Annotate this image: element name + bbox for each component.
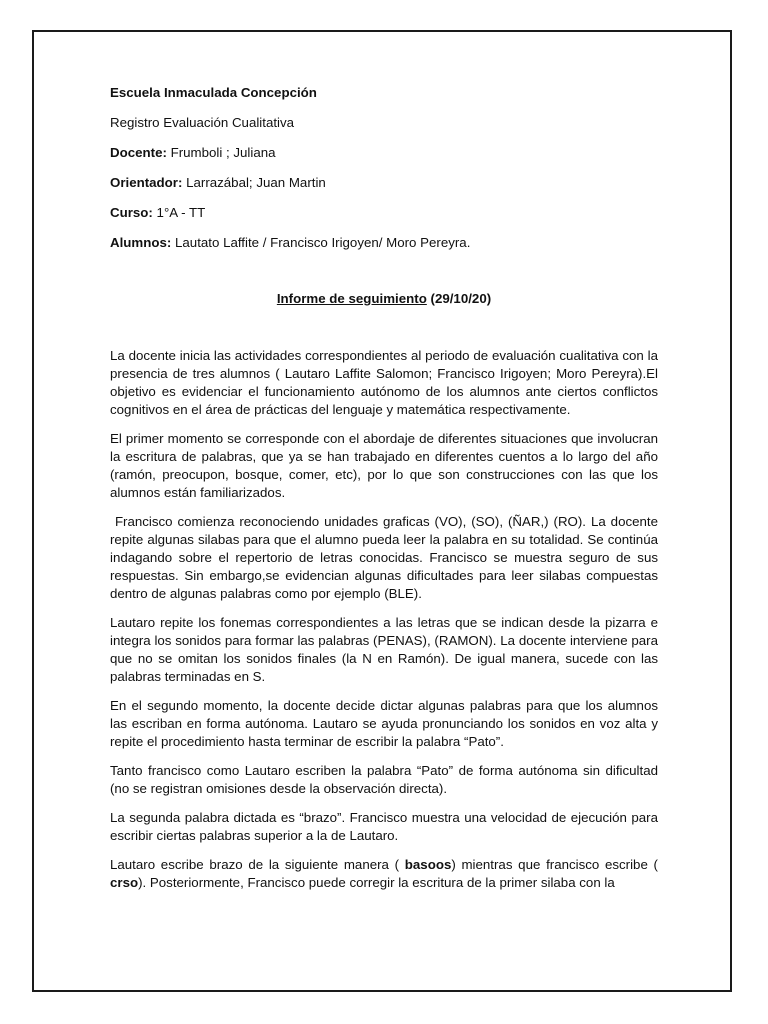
paragraph-8-part-1: Lautaro escribe brazo de la siguiente manera (: [110, 857, 405, 872]
report-title: [110, 290, 658, 308]
register-title: Registro Evaluación Cualitativa: [110, 115, 295, 130]
paragraph-8-part-3: ). Posteriormente, Francisco puede corregir la escritura de la primer silaba con la: [138, 875, 615, 890]
paragraph-2: El primer momento se corresponde con el abordaje de diferentes situaciones que involucran la escritura de palabras, que ya se han trabajado en diferentes cuentos a lo largo del año (ramón, preocupon, bosque, comer, etc), por lo que son construcciones con las que los alumnos están familiarizados.: [110, 431, 658, 500]
document-body: [110, 84, 658, 903]
course-label: Curso:: [110, 205, 153, 220]
advisor-line: [110, 174, 658, 192]
paragraph-6: Tanto francisco como Lautaro escriben la palabra “Pato” de forma autónoma sin dificultad (no se registran omisiones desde la observación directa).: [110, 763, 658, 796]
advisor-value: Larrazábal; Juan Martin: [182, 175, 326, 190]
teacher-label: Docente:: [110, 145, 167, 160]
paragraph-3: Francisco comienza reconociendo unidades graficas (VO), (SO), (ÑAR,) (RO). La docente repite algunas silabas para que el alumno pueda leer la palabra en su totalidad. Se continúa indagando sobre el repertorio de letras conocidas. Francisco se muestra seguro de sus respuestas. Sin embargo,se evidencian algunas dificultades para leer silabas compuestas dentro de algunas palabras como por ejemplo (BLE).: [110, 514, 658, 601]
course-line: [110, 204, 658, 222]
students-value: Lautato Laffite / Francisco Irigoyen/ Moro Pereyra.: [171, 235, 471, 250]
francisco-writing-sample: crso: [110, 875, 139, 890]
students-line: [110, 234, 658, 252]
teacher-line: [110, 144, 658, 162]
report-title-text: Informe de seguimiento: [276, 291, 427, 306]
paragraph-1: La docente inicia las actividades correspondientes al periodo de evaluación cualitativa con la presencia de tres alumnos ( Lautaro Laffite Salomon; Francisco Irigoyen; Moro Pereyra).El objetivo es evidenciar el funcionamiento autónomo de los alumnos ante ciertos conflictos cognitivos en el área de prácticas del lenguaje y matemática respectivamente.: [110, 348, 658, 417]
paragraph-5: En el segundo momento, la docente decide dictar algunas palabras para que los alumnos las escriban en forma autónoma. Lautaro se ayuda pronunciando los sonidos en voz alta y repite el procedimiento hasta terminar de escribir la palabra “Pato”.: [110, 698, 658, 749]
school-name: Escuela Inmaculada Concepción: [110, 85, 317, 100]
paragraph-8: [110, 856, 658, 892]
teacher-value: Frumboli ; Juliana: [166, 145, 276, 160]
paragraph-8-part-2: ) mientras que francisco escribe (: [451, 857, 658, 872]
paragraph-4: Lautaro repite los fonemas correspondientes a las letras que se indican desde la pizarra e integra los sonidos para formar las palabras (PENAS), (RAMON). La docente interviene para que no se omitan los sonidos finales (la N en Ramón). De igual manera, sucede con las palabras terminadas en S.: [110, 615, 658, 684]
paragraph-7: La segunda palabra dictada es “brazo”. Francisco muestra una velocidad de ejecución para escribir ciertas palabras superior a la de Lautaro.: [110, 810, 658, 843]
advisor-label: Orientador:: [110, 175, 183, 190]
course-value: 1°A - TT: [152, 205, 206, 220]
students-label: Alumnos:: [110, 235, 172, 250]
lautaro-writing-sample: basoos: [404, 857, 452, 872]
report-date: (29/10/20): [426, 291, 492, 306]
